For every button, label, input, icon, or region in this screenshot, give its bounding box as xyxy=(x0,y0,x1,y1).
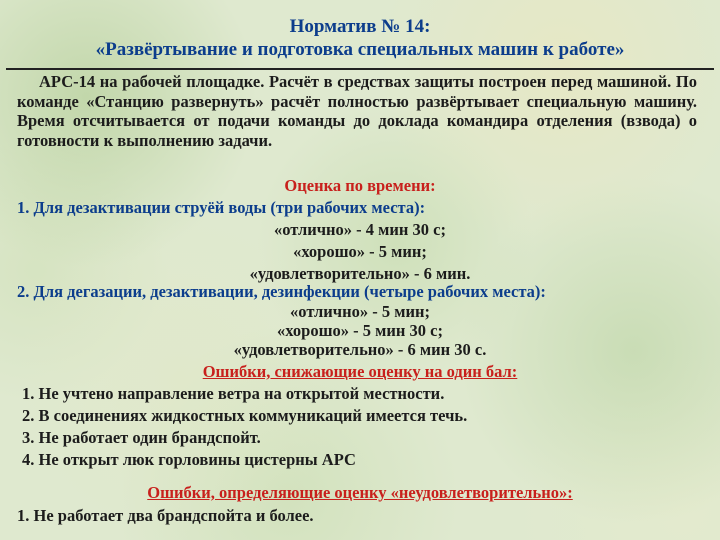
section2-heading: 2. Для дегазации, дезактивации, дезинфекции (четыре рабочих места): xyxy=(17,282,546,301)
section1-grade-satisfactory: «удовлетворительно» - 6 мин. xyxy=(249,264,471,283)
error-item: 3. Не работает один брандспойт. xyxy=(22,428,261,447)
errors-one-point-heading: Ошибки, снижающие оценку на один бал: xyxy=(202,362,518,381)
section1-heading: 1. Для дезактивации струёй воды (три рабочих места): xyxy=(17,198,426,217)
title-line-1: Норматив № 14: xyxy=(289,16,431,37)
error-item: 2. В соединениях жидкостных коммуникаций имеется течь. xyxy=(22,406,468,425)
time-heading: Оценка по времени: xyxy=(284,176,436,195)
title-line-2: «Развёртывание и подготовка специальных машин к работе» xyxy=(95,39,625,60)
errors-fail-heading: Ошибки, определяющие оценку «неудовлетворительно»: xyxy=(147,483,573,502)
section2-grade-good: «хорошо» - 5 мин 30 с; xyxy=(277,321,443,340)
title-divider xyxy=(6,68,714,70)
fail-item: 1. Не работает два брандспойта и более. xyxy=(17,506,314,525)
error-item: 4. Не открыт люк горловины цистерны АРС xyxy=(22,450,356,469)
section2-grade-satisfactory: «удовлетворительно» - 6 мин 30 с. xyxy=(233,340,487,359)
intro-paragraph: АРС-14 на рабочей площадке. Расчёт в средствах защиты построен перед машиной. По команде «Станцию развернуть» расчёт полностью развёртывает специальную машину. Время отсчитывается от подачи команды до доклада командира отделения (взвода) о готовности к выполнению задачи. xyxy=(17,72,697,150)
section1-grade-good: «хорошо» - 5 мин; xyxy=(293,242,427,261)
section1-grade-excellent: «отлично» - 4 мин 30 с; xyxy=(274,220,446,239)
error-item: 1. Не учтено направление ветра на открытой местности. xyxy=(22,384,445,403)
section2-grade-excellent: «отлично» - 5 мин; xyxy=(290,302,430,321)
